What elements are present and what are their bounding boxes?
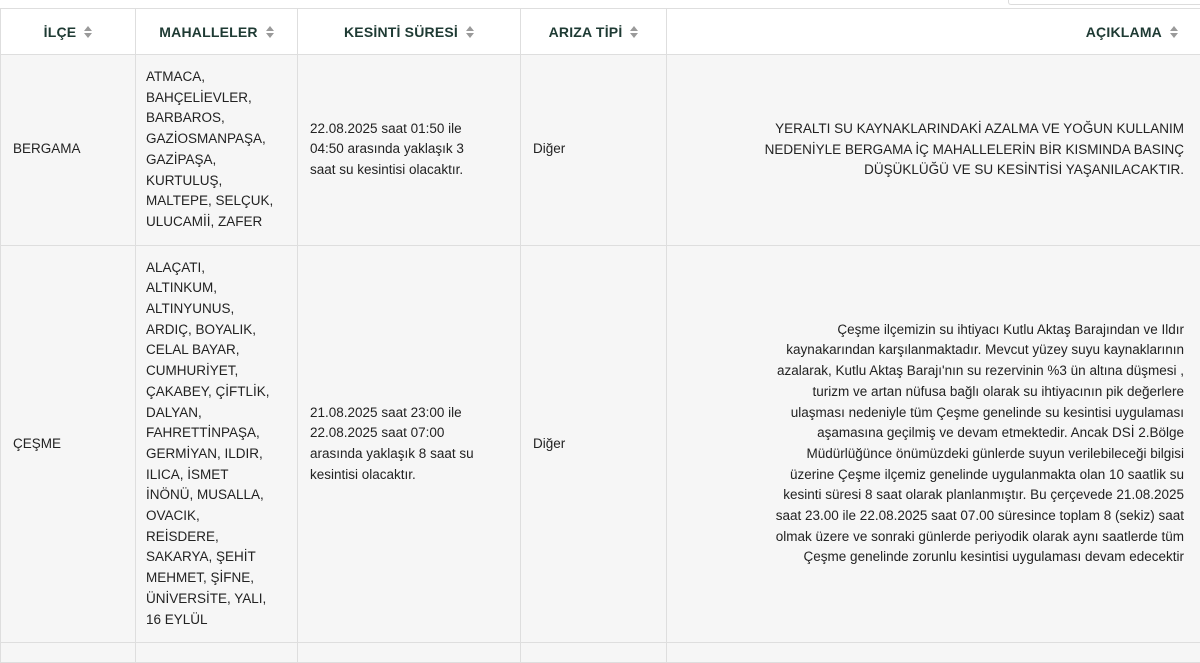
table-header — [1, 9, 1200, 55]
cell-ilce: ÇEŞME — [1, 245, 136, 643]
cell-ilce: BERGAMA — [1, 55, 136, 246]
table-body — [1, 55, 1200, 663]
cell-line: MALTEPE, SELÇUK, — [146, 193, 273, 208]
cell-line: Müdürlüğünce önümüzdeki günlerde suyun verilebileceği bilgisi — [807, 446, 1184, 461]
cell-line: arasında yaklaşık 8 saat su — [310, 446, 474, 461]
column-header-mahalleler[interactable] — [136, 9, 298, 55]
cell-line: aşamasına geçilmiş ve devam etmektedir. Ancak DSİ 2.Bölge — [817, 425, 1184, 440]
cell-line: GERMİYAN, ILDIR, — [146, 446, 263, 461]
cell-line: Çeşme genelinde zorunlu kesintisi uygulaması devam edecektir — [804, 549, 1184, 564]
cell-mahalleler — [136, 245, 298, 643]
cell-line: ALAÇATI, — [146, 260, 205, 275]
cell-line: GAZİPAŞA, — [146, 152, 216, 167]
cell-line: kesintisi olacaktır. — [310, 467, 416, 482]
cell-empty — [298, 643, 521, 663]
cell-line: kesinti süresi 8 saat olarak planlanmıştır. Bu çerçevede 21.08.2025 — [783, 487, 1184, 502]
cell-line: KURTULUŞ, — [146, 173, 222, 188]
cell-line: SAKARYA, ŞEHİT — [146, 549, 256, 564]
cell-line: 16 EYLÜL — [146, 612, 208, 627]
cell-line: DÜŞÜKLÜĞÜ VE SU KESİNTİSİ YAŞANILACAKTIR. — [864, 162, 1184, 177]
cell-line: OVACIK, — [146, 508, 200, 523]
cell-line: kaynakarından karşılanmaktadır. Mevcut yüzey suyu kaynaklarının — [786, 342, 1184, 357]
cell-line: CUMHURİYET, — [146, 363, 238, 378]
cell-line: MEHMET, ŞİFNE, — [146, 570, 254, 585]
cell-line: Çeşme ilçemizin su ihtiyacı Kutlu Aktaş Barajından ve Ildır — [837, 322, 1184, 337]
column-header-label: KESİNTİ SÜRESİ — [344, 24, 458, 40]
cell-line: ulaşması nedeniyle tüm Çeşme genelinde su kesintisi uygulaması — [791, 405, 1184, 420]
cell-line: GAZİOSMANPAŞA, — [146, 131, 266, 146]
cell-ariza-tipi: Diğer — [521, 245, 667, 643]
sort-icon[interactable] — [1170, 26, 1178, 38]
cell-aciklama — [667, 245, 1200, 643]
cell-line: ÇAKABEY, ÇİFTLİK, — [146, 384, 270, 399]
cell-line: ILICA, İSMET — [146, 467, 229, 482]
cell-aciklama — [667, 55, 1200, 246]
cell-line: 22.08.2025 saat 01:50 ile — [310, 121, 462, 136]
cell-empty — [521, 643, 667, 663]
cell-line: NEDENİYLE BERGAMA İÇ MAHALLELERİN BİR KISMINDA BASINÇ — [765, 142, 1184, 157]
cell-ariza-tipi: Diğer — [521, 55, 667, 246]
cell-line: ÜNİVERSİTE, YALI, — [146, 591, 266, 606]
cell-line: DALYAN, — [146, 405, 202, 420]
cell-line: azalarak, Kutlu Aktaş Barajı'nın su rezervinin %3 ün altına düşmesi , — [777, 363, 1184, 378]
cell-line: CELAL BAYAR, — [146, 342, 240, 357]
sort-icon[interactable] — [466, 26, 474, 38]
cell-line: ATMACA, — [146, 69, 205, 84]
column-header-label: ARIZA TİPİ — [549, 24, 623, 40]
table-row — [1, 245, 1200, 643]
column-header-ariza-tipi[interactable] — [521, 9, 667, 55]
table-row — [1, 643, 1200, 663]
cell-mahalleler — [136, 55, 298, 246]
column-header-aciklama[interactable] — [667, 9, 1200, 55]
column-header-label: İLÇE — [44, 24, 77, 40]
cell-empty — [1, 643, 136, 663]
cell-empty — [667, 643, 1200, 663]
cell-line: 04:50 arasında yaklaşık 3 — [310, 141, 464, 156]
cell-line: 21.08.2025 saat 23:00 ile — [310, 405, 462, 420]
column-header-label: AÇIKLAMA — [1086, 24, 1162, 40]
cell-line: YERALTI SU KAYNAKLARINDAKİ AZALMA VE YOĞUN KULLANIM — [775, 121, 1184, 136]
cell-line: ARDIÇ, BOYALIK, — [146, 322, 256, 337]
sort-icon[interactable] — [266, 26, 274, 38]
cell-line: BAHÇELİEVLER, — [146, 90, 252, 105]
cell-line: 22.08.2025 saat 07:00 — [310, 425, 444, 440]
table-row — [1, 55, 1200, 246]
cell-line: olmak üzere ve sonraki günlerde periyodik olarak aynı saatlerde tüm — [776, 529, 1184, 544]
cell-line: FAHRETTİNPAŞA, — [146, 425, 260, 440]
cell-line: saat 23.00 ile 22.08.2025 saat 07.00 süresince toplam 8 (sekiz) saat — [776, 508, 1184, 523]
cell-line: İNÖNÜ, MUSALLA, — [146, 487, 264, 502]
cell-line: ALTINYUNUS, — [146, 301, 234, 316]
sort-icon[interactable] — [84, 26, 92, 38]
sort-icon[interactable] — [630, 26, 638, 38]
column-header-label: MAHALLELER — [159, 24, 257, 40]
column-header-ilce[interactable] — [1, 9, 136, 55]
cell-kesinti-suresi — [298, 55, 521, 246]
cell-line: BARBAROS, — [146, 110, 225, 125]
water-outage-table — [0, 8, 1200, 663]
cell-line: üzerine Çeşme ilçemiz genelinde uygulanmakta olan 10 saatlik su — [790, 467, 1184, 482]
cell-line: ULUCAMİİ, ZAFER — [146, 214, 262, 229]
cell-empty — [136, 643, 298, 663]
cell-line: ALTINKUM, — [146, 280, 217, 295]
cell-line: turizm ve artan nüfusa bağlı olarak su ihtiyacının pik değerlere — [813, 384, 1184, 399]
search-box-edge[interactable] — [1008, 0, 1200, 5]
cell-kesinti-suresi — [298, 245, 521, 643]
cell-line: REİSDERE, — [146, 529, 219, 544]
cell-line: saat su kesintisi olacaktır. — [310, 162, 463, 177]
column-header-kesinti-suresi[interactable] — [298, 9, 521, 55]
